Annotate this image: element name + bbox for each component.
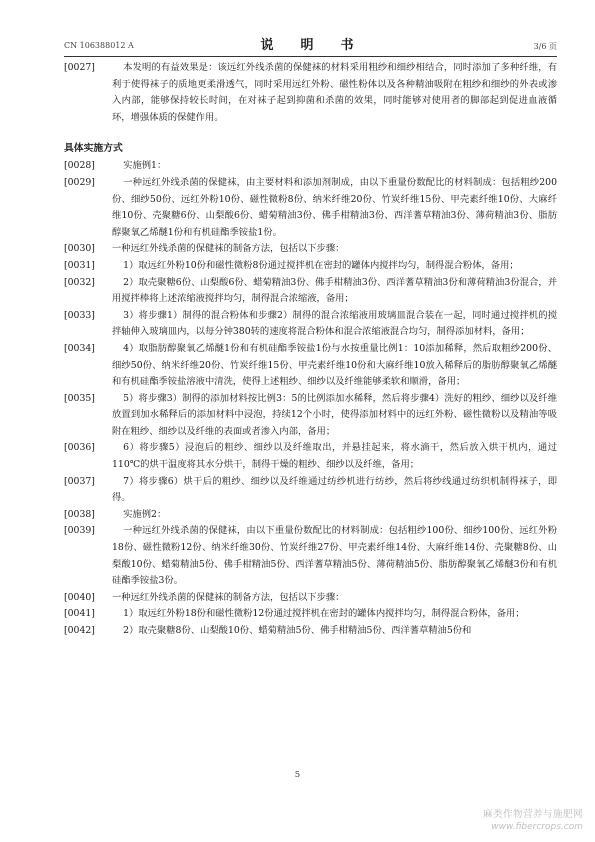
paragraph-number: [0028] bbox=[64, 160, 95, 172]
paragraph-text: 7）将步骤6）烘干后的粗纱、细纱以及纤维通过纺纱机进行纺纱，然后将纱线通过纺织机制得袜子，即得。 bbox=[112, 475, 557, 504]
paragraph-text: 1）取远红外粉18份和磁性微粉12份通过搅拌机在密封的罐体内搅拌均匀，制得混合粉体，备用； bbox=[123, 608, 525, 620]
paragraph-number: [0027] bbox=[64, 62, 95, 73]
paragraph-text: 实施例2： bbox=[123, 508, 167, 520]
paragraph-text: 5）将步骤3）制得的添加材料按比例3：5的比例添加水稀释，然后将步骤4）洗好的粗纱、细纱以及纤维放置到加水稀释后的添加材料中浸泡，持续12个小时，使得添加材料中的远红外粉、磁性微粉以及精油等吸附在粗纱、细纱以及纤维的表面或者渗入内部，备用； bbox=[112, 392, 557, 437]
paragraph-text: 一种远红外线杀菌的保健袜的制备方法，包括以下步骤： bbox=[112, 591, 345, 603]
paragraph bbox=[64, 258, 557, 275]
paragraph-number: [0039] bbox=[64, 525, 95, 537]
paragraph bbox=[64, 391, 557, 441]
paragraph-text: 2）取壳聚糖6份、山梨酸6份、蜡菊精油3份、佛手柑精油3份、西洋蓍草精油3份和薄荷精油3份混合，并用搅拌棒将上述浓缩液搅拌均匀，制得混合浓缩液，备用； bbox=[112, 276, 557, 305]
paragraph-number: [0030] bbox=[64, 243, 95, 255]
paragraph-text: 3）将步骤1）制得的混合粉体和步骤2）制得的混合浓缩液用玻璃皿混合装在一起，同时通过搅拌机的搅拌轴伸入玻璃皿内，以每分钟380转的速度将混合粉体和混合浓缩液混合均匀，制得添加材料，备用； bbox=[112, 309, 557, 338]
document-body bbox=[64, 60, 557, 640]
header-rule bbox=[64, 56, 557, 57]
embodiment-paragraphs bbox=[64, 158, 557, 639]
paragraph bbox=[64, 606, 557, 623]
paragraph-text: 一种远红外线杀菌的保健袜的制备方法，包括以下步骤： bbox=[112, 243, 345, 255]
paragraph-text: 一种远红外线杀菌的保健袜，由主要材料和添加剂制成，由以下重量份数配比的材料制成：包括粗纱200份、细纱50份、远红外粉10份、磁性微粉8份、纳米纤维20份、竹炭纤维15份、甲壳素纤维10份、大麻纤维10份、壳聚糖6份、山梨酸6份、蜡菊精油3份、佛手柑精油3份、西洋蓍草精油3份、薄荷精油3份、脂肪醇聚氧乙烯醚1份和有机硅酯季铵盐1份。 bbox=[112, 176, 557, 238]
paragraph bbox=[64, 623, 557, 640]
paragraph bbox=[64, 60, 557, 126]
paragraph bbox=[64, 308, 557, 341]
paragraph-number: [0038] bbox=[64, 508, 95, 520]
paragraph bbox=[64, 474, 557, 507]
intro-paragraphs bbox=[64, 60, 557, 126]
paragraph bbox=[64, 523, 557, 589]
watermark-text: 麻类作物营养与施肥网 bbox=[482, 809, 583, 820]
document-title: 说 明 书 bbox=[260, 38, 361, 53]
paragraph-number: [0037] bbox=[64, 475, 95, 487]
page-indicator: 3/6 页 bbox=[533, 42, 557, 51]
watermark-url: www.fibercrops.com bbox=[491, 822, 583, 832]
paragraph bbox=[64, 241, 557, 258]
paragraph-text: 1）取远红外粉10份和磁性微粉8份通过搅拌机在密封的罐体内搅拌均匀，制得混合粉体，备用； bbox=[123, 259, 519, 271]
paragraph-number: [0042] bbox=[64, 625, 95, 636]
paragraph-text: 一种远红外线杀菌的保健袜，由以下重量份数配比的材料制成：包括粗纱100份、细纱100份、远红外粉18份、磁性微粉12份、纳米纤维30份、竹炭纤维27份、甲壳素纤维14份、大麻纤维14份、壳聚糖8份、山梨酸10份、蜡菊精油5份、佛手柑精油5份、西洋蓍草精油5份、薄荷精油5份、脂肪醇聚氧乙烯醚3份和有机硅酯季铵盐3份。 bbox=[112, 525, 557, 587]
paragraph bbox=[64, 440, 557, 473]
paragraph-number: [0040] bbox=[64, 591, 95, 603]
paragraph-text: 6）将步骤5）浸泡后的粗纱、细纱以及纤维取出，并悬挂起来，将水滴干，然后放入烘干机内，通过110℃的烘干温度将其水分烘干，制得干燥的粗纱、细纱以及纤维，备用； bbox=[112, 442, 557, 471]
paragraph bbox=[64, 158, 557, 175]
paragraph bbox=[64, 507, 557, 524]
paragraph-number: [0036] bbox=[64, 442, 95, 454]
paragraph-number: [0041] bbox=[64, 608, 95, 620]
paragraph-text: 本发明的有益效果是：该远红外线杀菌的保健袜的材料采用粗纱和细纱相结合，同时添加了多种纤维，有利于使得袜子的质地更柔滑透气，同时采用远红外粉、磁性粉体以及各种精油吸附在粗纱和细纱的外表或渗入内部，能够保持较长时间，在对袜子起到抑菌和杀菌的效果，同时能够对使用者的脚部起到促进血液循环，增强体质的保健作用。 bbox=[112, 62, 557, 123]
page-number: 5 bbox=[294, 770, 301, 780]
paragraph-number: [0032] bbox=[64, 276, 95, 288]
section-heading: 具体实施方式 bbox=[64, 143, 123, 155]
paragraph-text: 2）取壳聚糖8份、山梨酸10份、蜡菊精油5份、佛手柑精油5份、西洋蓍草精油5份和 bbox=[123, 625, 472, 636]
paragraph-number: [0034] bbox=[64, 342, 95, 354]
paragraph-number: [0035] bbox=[64, 392, 95, 404]
paragraph-text: 4）取脂肪醇聚氧乙烯醚1份和有机硅酯季铵盐1份与水按重量比例1：10添加稀释，然后取粗纱200份、细纱50份、纳米纤维20份、竹炭纤维15份、甲壳素纤维10份和大麻纤维10放入稀释后的脂肪醇聚氧乙烯醚和有机硅酯季铵盐溶液中清洗，使得上述粗纱、细纱以及纤维能够柔软和顺滑，备用； bbox=[112, 342, 557, 388]
paragraph-number: [0033] bbox=[64, 309, 95, 321]
patent-number: CN 106388012 A bbox=[64, 41, 134, 50]
paragraph bbox=[64, 590, 557, 607]
paragraph bbox=[64, 275, 557, 308]
paragraph-number: [0031] bbox=[64, 259, 95, 271]
page-header bbox=[64, 30, 557, 56]
paragraph bbox=[64, 175, 557, 241]
paragraph-number: [0029] bbox=[64, 176, 95, 188]
paragraph bbox=[64, 341, 557, 391]
paragraph-text: 实施例1： bbox=[123, 160, 167, 172]
